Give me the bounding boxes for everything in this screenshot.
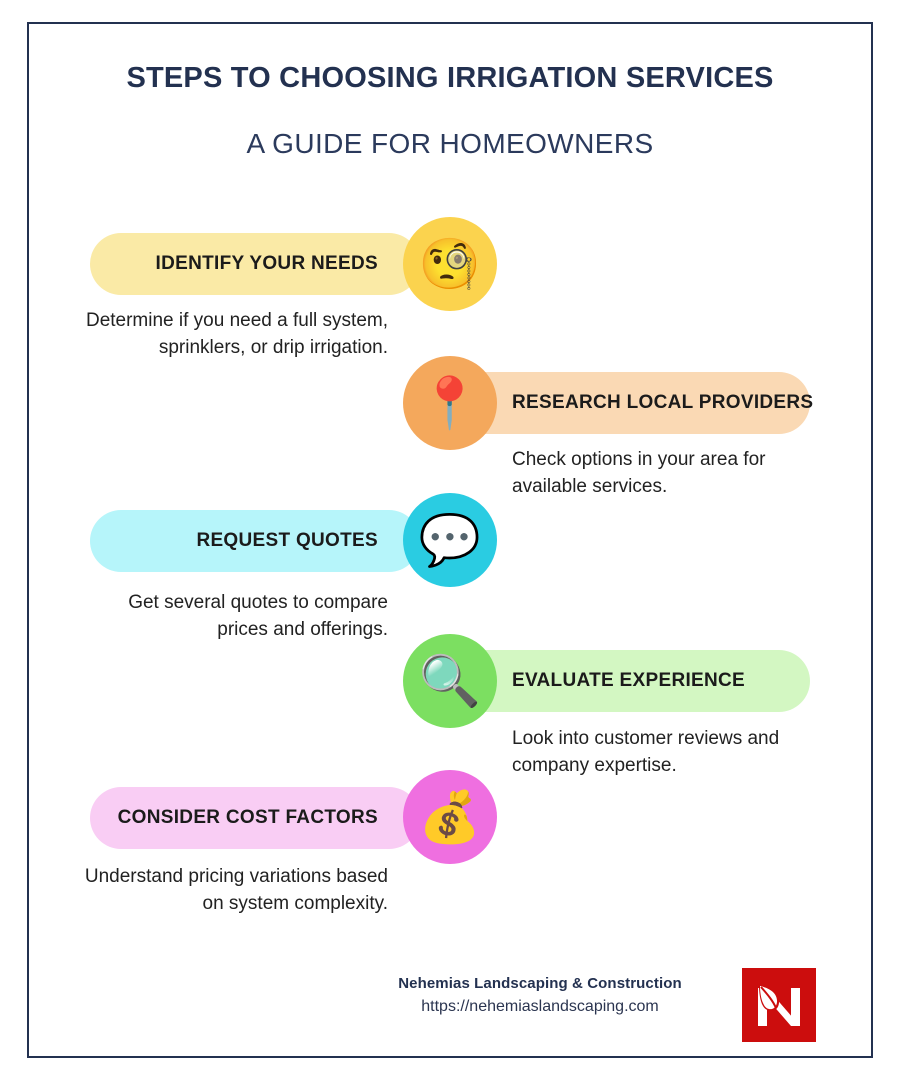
step-2-label: RESEARCH LOCAL PROVIDERS (512, 392, 814, 413)
company-name: Nehemias Landscaping & Construction (398, 975, 682, 992)
step-5-label: CONSIDER COST FACTORS (117, 807, 378, 828)
step-3-label: REQUEST QUOTES (196, 530, 378, 551)
step-1-description: Determine if you need a full system, sprinklers, or drip irrigation. (85, 310, 388, 358)
footer (0, 975, 900, 1065)
step-5-icon-circle (403, 770, 497, 864)
step-4-icon-circle (403, 634, 497, 728)
logo-n-leaf-icon (742, 968, 816, 1042)
footer-text-block (360, 975, 720, 1016)
page-title: STEPS TO CHOOSING IRRIGATION SERVICES (126, 62, 774, 94)
step-1-label: IDENTIFY YOUR NEEDS (155, 253, 378, 274)
step-5-label-pill (90, 787, 420, 849)
step-3-label-pill (90, 510, 420, 572)
money-bag-emoji-icon: 💰 (418, 788, 482, 846)
step-2-description: Check options in your area for available services. (512, 449, 766, 497)
monocle-face-emoji-icon: 🧐 (418, 235, 482, 293)
step-2-icon-circle (403, 356, 497, 450)
step-1-label-pill (90, 233, 420, 295)
step-5-description: Understand pricing variations based on system complexity. (84, 866, 388, 914)
page-subtitle: A GUIDE FOR HOMEOWNERS (246, 128, 654, 159)
step-4-label: EVALUATE EXPERIENCE (512, 670, 746, 691)
step-1-icon-circle (403, 217, 497, 311)
step-3-description: Get several quotes to compare prices and offerings. (128, 592, 388, 640)
step-3-icon-circle (403, 493, 497, 587)
magnifying-glass-emoji-icon: 🔍 (418, 652, 482, 710)
company-logo (742, 968, 816, 1042)
round-pushpin-emoji-icon: 📍 (418, 374, 482, 432)
company-website-url[interactable]: https://nehemiaslandscaping.com (421, 998, 659, 1015)
speech-balloon-emoji-icon: 💬 (418, 511, 482, 569)
step-4-description: Look into customer reviews and company expertise. (512, 728, 780, 776)
